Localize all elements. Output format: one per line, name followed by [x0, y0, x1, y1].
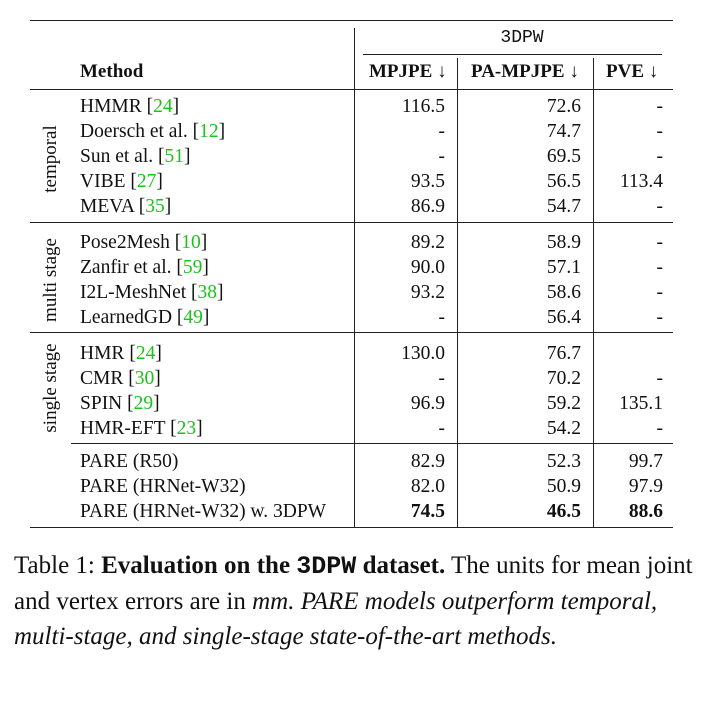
group-label-single-stage: single stage: [40, 343, 61, 433]
table-row: PARE (HRNet-W32) 82.0 50.9 97.9: [80, 476, 663, 497]
table-row: HMMR [24] 116.5 72.6 -: [80, 96, 663, 117]
dataset-rule: [363, 54, 662, 55]
header-pa-mpjpe: PA-MPJPE ↓: [471, 61, 579, 82]
header-method: Method: [80, 61, 144, 82]
header-mpjpe: MPJPE ↓: [369, 61, 447, 82]
table-row: SPIN [29] 96.9 59.2 135.1: [80, 393, 663, 414]
group-rule-2: [30, 332, 673, 333]
group-label-multi-stage: multi stage: [40, 238, 61, 322]
table-row: Pose2Mesh [10] 89.2 58.9 -: [80, 232, 663, 253]
down-arrow-icon: ↓: [569, 61, 579, 82]
header-pve: PVE ↓: [606, 61, 659, 82]
bottom-rule: [30, 527, 673, 528]
table-row: Sun et al. [51] - 69.5 -: [80, 146, 663, 167]
top-rule: [30, 20, 673, 21]
table-row: Doersch et al. [12] - 74.7 -: [80, 121, 663, 142]
table-row-best: PARE (HRNet-W32) w. 3DPW 74.5 46.5 88.6: [80, 501, 663, 522]
table-caption: Table 1: Evaluation on the 3DPW dataset. The units for mean joint and vertex errors are in mm. PARE models outperform temporal, multi-stage, and single-stage state-of-the-art methods.: [14, 552, 693, 650]
down-arrow-icon: ↓: [648, 61, 659, 82]
pare-rule: [71, 443, 673, 444]
group-rule-1: [30, 222, 673, 223]
header-rule: [30, 89, 673, 90]
table-row: CMR [30] - 70.2 -: [80, 368, 663, 389]
group-label-temporal: temporal: [40, 125, 61, 193]
table-row: PARE (R50) 82.9 52.3 99.7: [80, 451, 663, 472]
dataset-label: 3DPW: [500, 28, 544, 48]
table-row: VIBE [27] 93.5 56.5 113.4: [80, 171, 663, 192]
table-row: I2L-MeshNet [38] 93.2 58.6 -: [80, 282, 663, 303]
down-arrow-icon: ↓: [437, 61, 447, 82]
table-row: HMR [24] 130.0 76.7: [80, 343, 581, 364]
table-row: LearnedGD [49] - 56.4 -: [80, 307, 663, 328]
table-row: Zanfir et al. [59] 90.0 57.1 -: [80, 257, 663, 278]
table-row: MEVA [35] 86.9 54.7 -: [80, 196, 663, 217]
table-row: HMR-EFT [23] - 54.2 -: [80, 418, 663, 439]
